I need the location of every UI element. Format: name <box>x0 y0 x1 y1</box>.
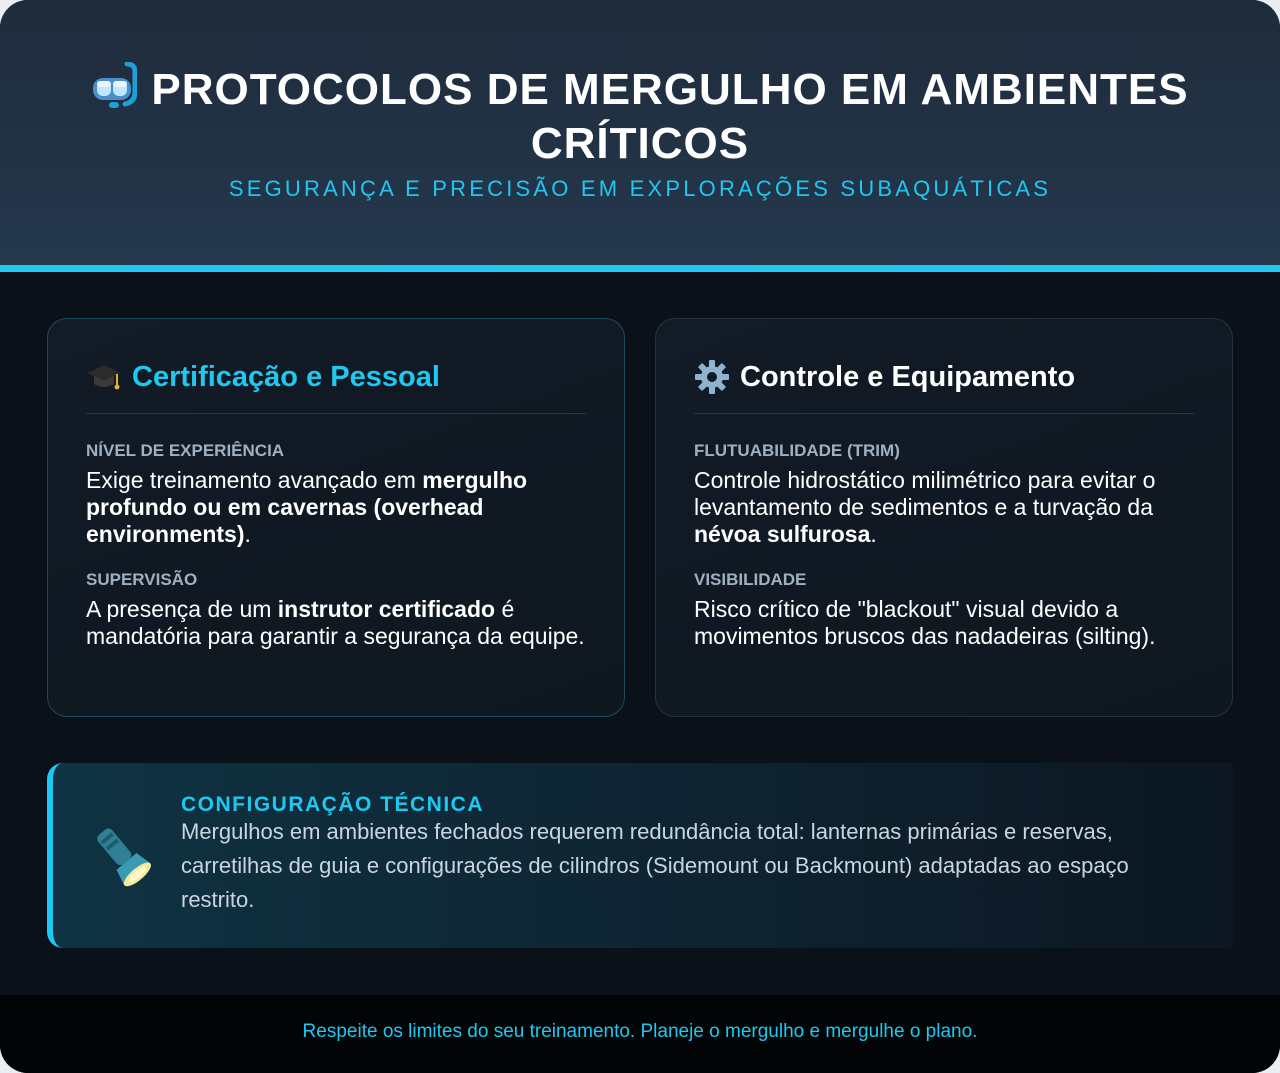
card-certification <box>47 318 625 717</box>
field-label-buoyancy: FLUTUABILIDADE (TRIM) <box>694 441 900 460</box>
gear-icon <box>694 359 730 395</box>
field-text-visibility: Risco crítico de "blackout" visual devido a movimentos bruscos das nadadeiras (silting). <box>694 596 1156 649</box>
field-label-visibility: VISIBILIDADE <box>694 570 807 589</box>
field-text-supervision: A presença de um instrutor certificado é mandatória para garantir a segurança da equipe. <box>86 596 585 649</box>
field-text-experience: Exige treinamento avançado em mergulho profundo ou em cavernas (overhead environments). <box>86 467 528 547</box>
technical-title: CONFIGURAÇÃO TÉCNICA <box>181 793 484 816</box>
page-title-text: PROTOCOLOS DE MERGULHO EM AMBIENTES CRÍTICOS <box>151 65 1189 168</box>
technical-text: Mergulhos em ambientes fechados requerem redundância total: lanternas primárias e reservas, carretilhas de guia e configurações de cilindros (Sidemount ou Backmount) adaptadas ao espaço restrito. <box>181 819 1129 912</box>
diving-mask-icon <box>91 62 137 120</box>
card-header <box>86 357 586 414</box>
card-control-equipment <box>655 318 1233 717</box>
page-title <box>60 62 1220 168</box>
card-header <box>694 357 1194 414</box>
flashlight-icon <box>87 821 157 891</box>
footer <box>0 995 1280 1073</box>
card-title: Certificação e Pessoal <box>132 361 440 393</box>
header-divider <box>0 265 1280 272</box>
footer-text: Respeite os limites do seu treinamento. Planeje o mergulho e mergulhe o plano. <box>302 1021 978 1042</box>
graduation-cap-icon <box>86 359 122 395</box>
field-text-buoyancy: Controle hidrostático milimétrico para evitar o levantamento de sedimentos e a turvação da névoa sulfurosa. <box>694 467 1156 547</box>
page-subtitle: SEGURANÇA E PRECISÃO EM EXPLORAÇÕES SUBAQUÁTICAS <box>228 176 1052 201</box>
card-title: Controle e Equipamento <box>740 361 1076 393</box>
header <box>0 0 1280 265</box>
technical-callout <box>47 763 1233 948</box>
field-label-experience: NÍVEL DE EXPERIÊNCIA <box>86 441 285 460</box>
field-label-supervision: SUPERVISÃO <box>86 570 198 589</box>
